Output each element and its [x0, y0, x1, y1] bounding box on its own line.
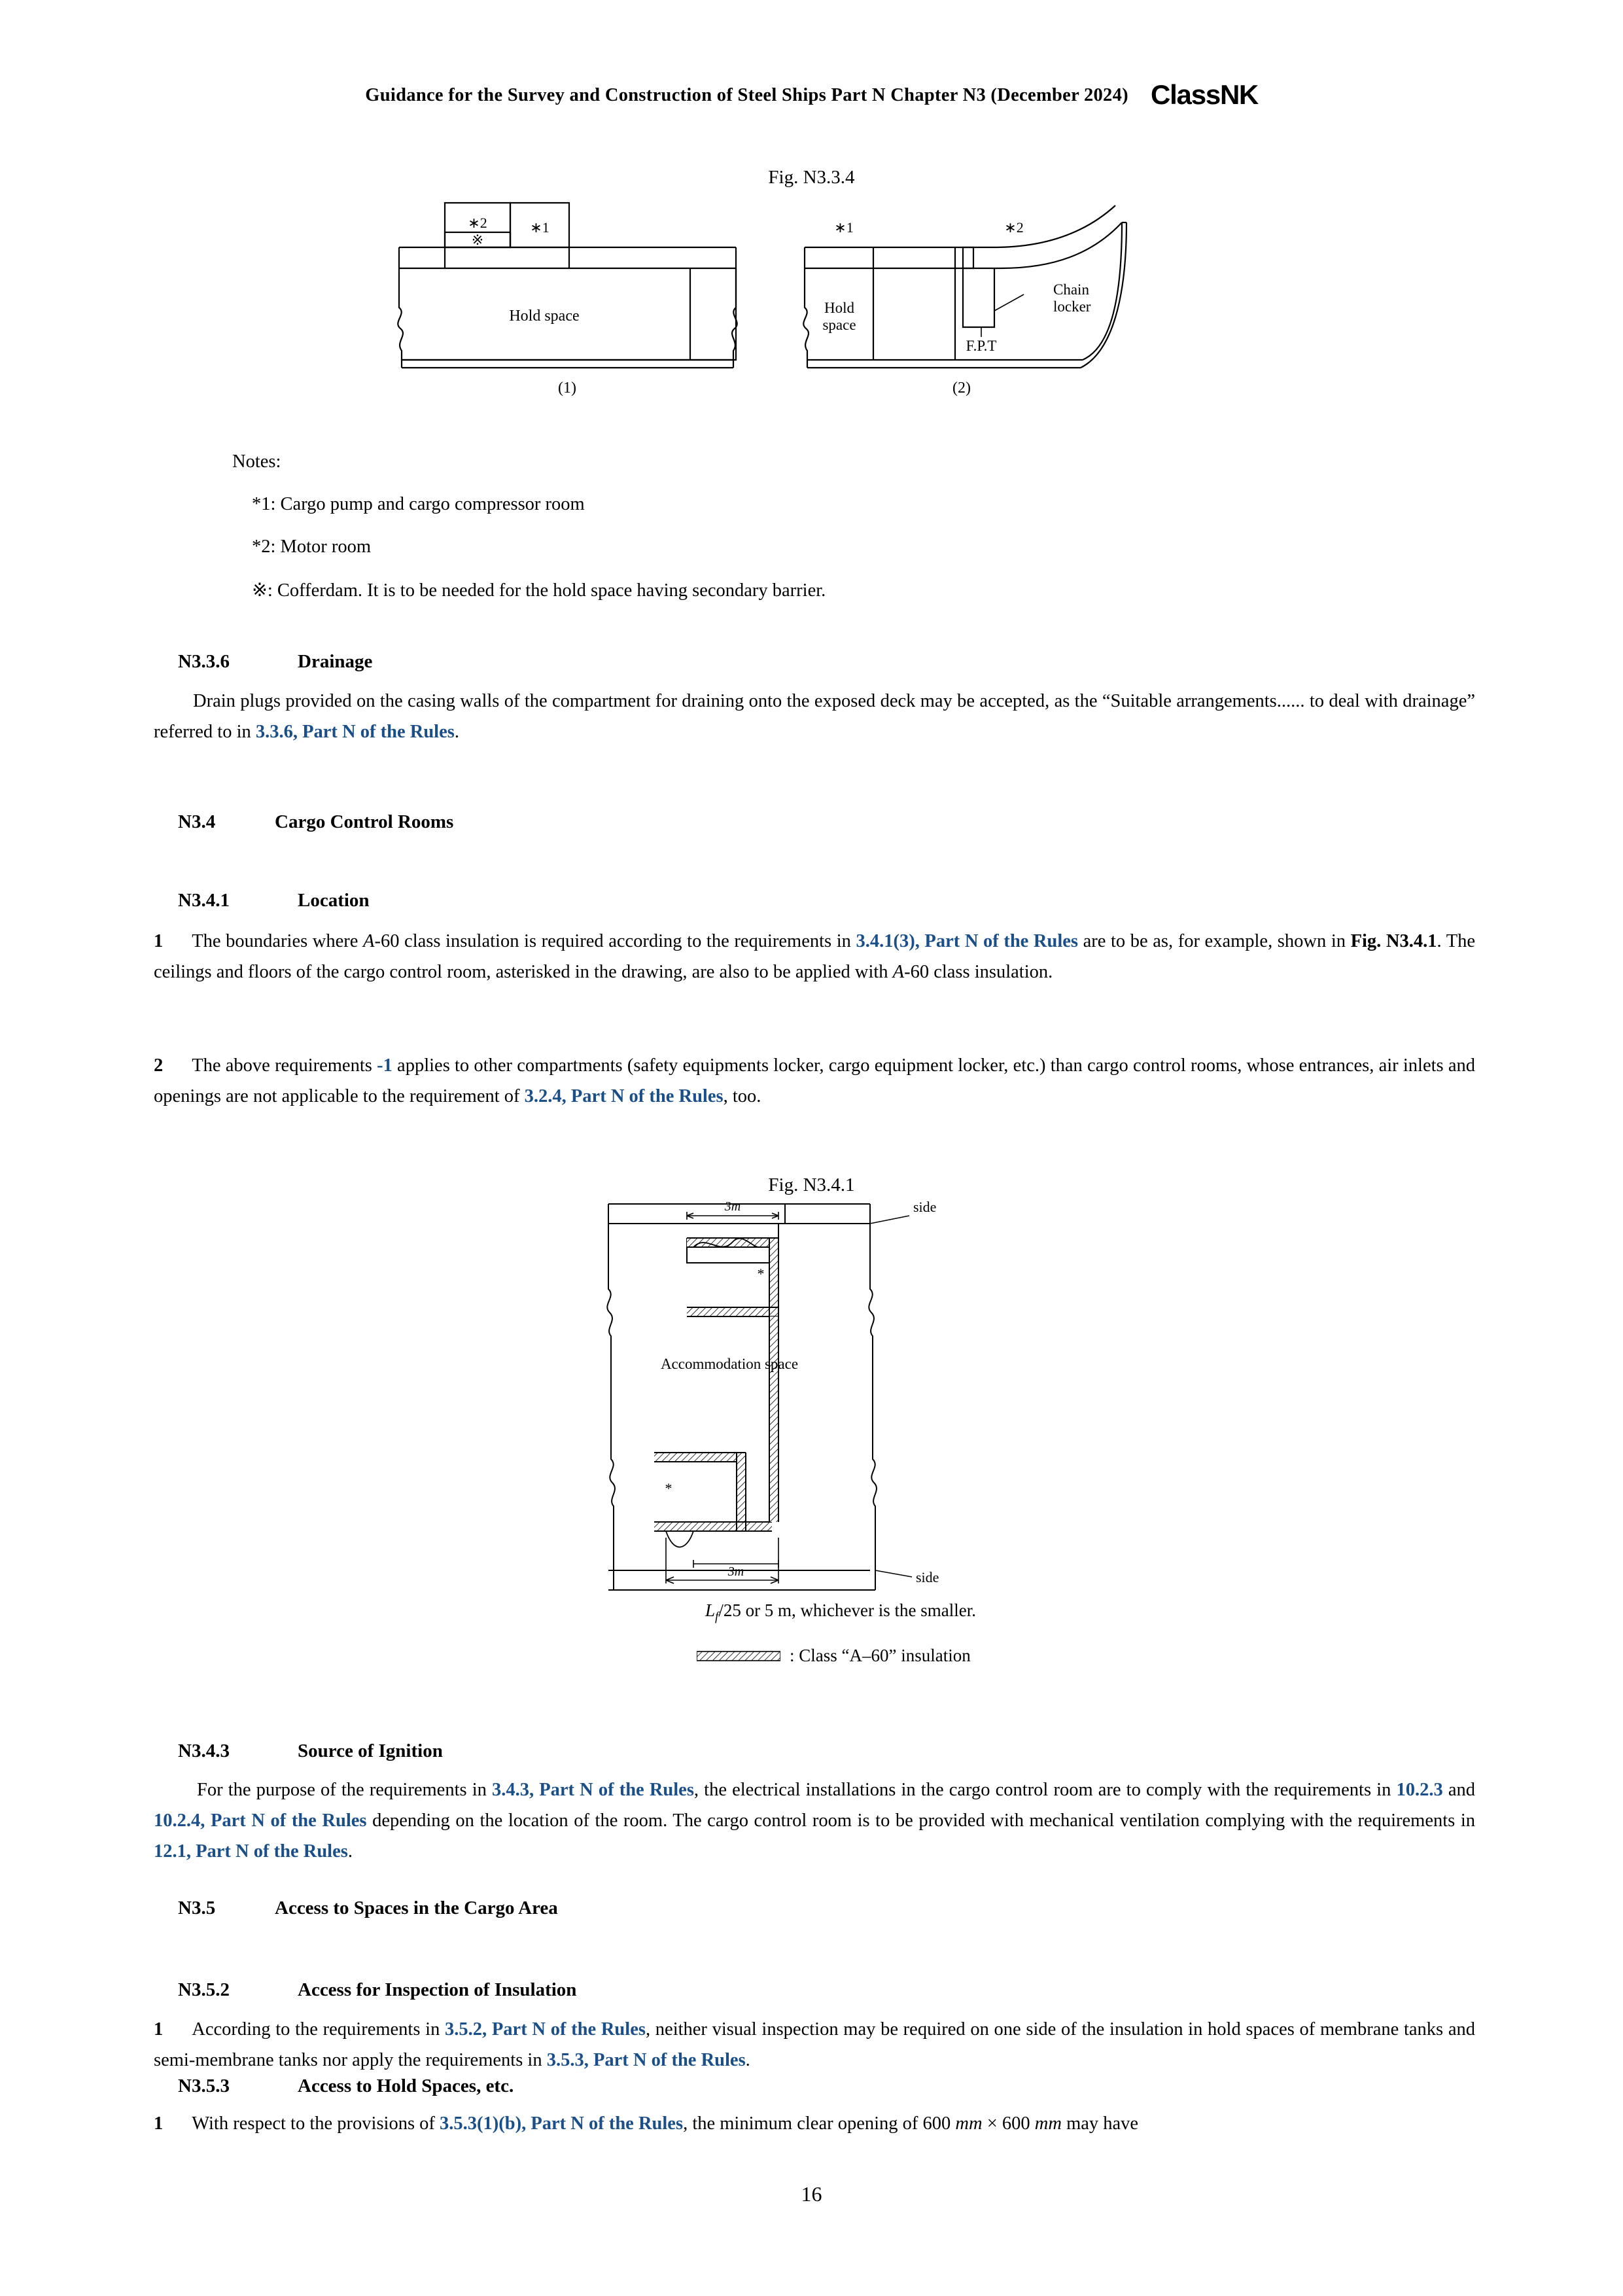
p-n341-2-index: 2: [154, 1055, 164, 1076]
fig341-note-lf-subscript: f: [715, 1610, 719, 1624]
section-number-n3-5: N3.5: [178, 1898, 216, 1918]
hatch-swatch-icon: [697, 1650, 780, 1662]
p-n353-i1: mm: [955, 2113, 983, 2134]
fig341-legend-label: : Class “A–60” insulation: [790, 1646, 971, 1665]
section-title-n3-4-3: Source of Ignition: [298, 1740, 443, 1761]
fig341-note-lf: [705, 1602, 976, 1623]
notes-heading: Notes:: [232, 451, 281, 472]
p-n352-index: 1: [154, 2019, 164, 2040]
figure-n3-4-1-caption: Fig. N3.4.1: [768, 1174, 855, 1195]
fig341-asterisk-top: *: [757, 1265, 765, 1282]
section-title-n3-4-1: Location: [298, 890, 370, 911]
section-title-n3-4: Cargo Control Rooms: [275, 811, 454, 832]
rule-ref-3-2-4[interactable]: 3.2.4, Part N of the Rules: [524, 1086, 724, 1106]
p-n353-i2: mm: [1034, 2113, 1062, 2134]
fig334b-label-chain-1: Chain: [1053, 281, 1089, 298]
fig334-label-number-2: (2): [952, 380, 971, 397]
p-n341-1-i1: A: [363, 931, 375, 951]
p-n353-t4: may have: [1061, 2113, 1139, 2134]
p-n353-t1: With respect to the provisions of: [192, 2113, 440, 2134]
paragraph-n3-4-1-1: [154, 926, 1475, 987]
p-n353-t2: , the minimum clear opening of 600: [683, 2113, 956, 2134]
fig334-label-star1: ∗1: [530, 219, 550, 236]
logo-class-text: Class: [1150, 79, 1221, 110]
p-n341-1-t3: are to be as, for example, shown in: [1078, 931, 1351, 951]
p-n341-1-t5: -60 class insulation.: [904, 962, 1053, 982]
header-title: Guidance for the Survey and Construction of Steel Ships Part N Chapter N3 (December 2024): [365, 85, 1128, 105]
rule-ref-3-4-3[interactable]: 3.4.3, Part N of the Rules: [491, 1780, 694, 1800]
fig334b-label-chain-2: locker: [1053, 298, 1091, 315]
p-n343-t3: and: [1442, 1780, 1475, 1800]
fig341-asterisk-bottom: *: [665, 1480, 672, 1496]
p-n341-2-t2: applies to other compartments (safety equipments locker, cargo equipment locker, etc.) than cargo control rooms, whose entrances, air inlets and openings are not applicable to the requirement of: [154, 1055, 1475, 1106]
fig334b-label-fpt: F.P.T: [966, 338, 997, 354]
rule-ref-3-4-1-3[interactable]: 3.4.1(3), Part N of the Rules: [856, 931, 1079, 951]
fig341-side-top: side: [913, 1199, 937, 1215]
rule-ref-3-3-6[interactable]: 3.3.6, Part N of the Rules: [255, 722, 455, 742]
fig341-note-lf-symbol: L: [705, 1600, 716, 1620]
p-n343-t1: For the purpose of the requirements in: [197, 1780, 492, 1800]
fig341-legend: [697, 1646, 971, 1666]
fig334-label-number-1: (1): [558, 380, 576, 397]
p-n353-index: 1: [154, 2113, 164, 2134]
figure-n3-3-4-caption: Fig. N3.3.4: [768, 167, 855, 188]
page-number: 16: [801, 2182, 822, 2206]
section-title-n3-5-2: Access for Inspection of Insulation: [298, 1979, 577, 2000]
figure-n3-4-1: [589, 1197, 1047, 1603]
section-title-n3-3-6: Drainage: [298, 651, 373, 672]
p-n343-t4: depending on the location of the room. The cargo control room is to be provided with mechanical ventilation complying with the requirements in: [366, 1810, 1475, 1831]
notes-item-3: ※: Cofferdam. It is to be needed for the hold space having secondary barrier.: [252, 580, 826, 601]
p-n352-t3: .: [745, 2050, 750, 2070]
classnk-logo: [1151, 81, 1258, 109]
p-n343-t5: .: [347, 1841, 353, 1862]
fig341-label-3m-top: 3m: [724, 1199, 741, 1214]
figure-n3-3-4: [393, 196, 1243, 432]
p-n353-t3: × 600: [982, 2113, 1035, 2134]
p-n336-text-1: Drain plugs provided on the casing walls of the compartment for draining onto the exposed deck may be accepted, as the “Suitable arrangements...... to deal with drainage” referred to in: [154, 691, 1475, 742]
fig341-side-bottom: side: [916, 1569, 939, 1585]
paragraph-n3-3-6-1: [154, 686, 1475, 747]
fig334b-label-star2: ∗2: [1004, 219, 1024, 236]
fig334b-label-hold-2: space: [822, 317, 856, 333]
rule-ref-3-5-3-1-b[interactable]: 3.5.3(1)(b), Part N of the Rules: [440, 2113, 684, 2134]
notes-item-2: *2: Motor room: [252, 537, 372, 557]
p-n341-1-t2: -60 class insulation is required according to the requirements in: [374, 931, 856, 951]
notes-item-1: *1: Cargo pump and cargo compressor room: [252, 494, 585, 514]
rule-ref-3-5-2[interactable]: 3.5.2, Part N of the Rules: [445, 2019, 646, 2040]
section-title-n3-5-3: Access to Hold Spaces, etc.: [298, 2075, 514, 2096]
fig334-label-star2: ∗2: [468, 215, 487, 231]
paragraph-n3-5-2-1: [154, 2014, 1475, 2075]
paragraph-n3-4-1-2: [154, 1050, 1475, 1112]
p-n341-1-i2: A: [892, 962, 905, 982]
rule-ref-10-2-4[interactable]: 10.2.4, Part N of the Rules: [154, 1810, 367, 1831]
rule-ref-12-1[interactable]: 12.1, Part N of the Rules: [154, 1841, 348, 1862]
section-number-n3-4: N3.4: [178, 811, 216, 832]
p-n343-t2: , the electrical installations in the cargo control room are to comply with the requirements in: [693, 1780, 1397, 1800]
page-header: [0, 79, 1623, 110]
section-number-n3-3-6: N3.3.6: [178, 651, 230, 672]
rule-ref-3-5-3[interactable]: 3.5.3, Part N of the Rules: [546, 2050, 746, 2070]
fig334b-label-hold-1: Hold: [824, 300, 854, 316]
section-number-n3-4-3: N3.4.3: [178, 1740, 230, 1761]
rule-ref-minus-1[interactable]: -1: [377, 1055, 393, 1076]
p-n341-1-index: 1: [154, 931, 164, 951]
p-n352-t1: According to the requirements in: [192, 2019, 445, 2040]
section-number-n3-5-3: N3.5.3: [178, 2075, 230, 2096]
p-n341-2-t1: The above requirements: [192, 1055, 377, 1076]
paragraph-n3-5-3-1: [154, 2108, 1475, 2139]
rule-ref-10-2-3[interactable]: 10.2.3: [1396, 1780, 1443, 1800]
p-n336-text-2: .: [454, 722, 459, 742]
fig341-accommodation-label: Accommodation space: [660, 1356, 799, 1372]
p-n341-1-t1: The boundaries where: [192, 931, 364, 951]
fig334-label-cofferdam-mark: ※: [471, 232, 484, 248]
p-n341-1-t4: . The ceilings and floors of the cargo control room, asterisked in the drawing, are also to be applied with: [154, 931, 1475, 982]
logo-nk-text: NK: [1220, 79, 1258, 110]
section-title-n3-5: Access to Spaces in the Cargo Area: [275, 1898, 558, 1918]
paragraph-n3-4-3-1: [154, 1775, 1475, 1867]
fig341-label-3m-bottom: 3m: [727, 1564, 744, 1579]
fig341-note-lf-rest: /25 or 5 m, whichever is the smaller.: [718, 1600, 976, 1620]
p-n341-1-figref: Fig. N3.4.1: [1350, 931, 1437, 951]
fig334-label-hold-space: Hold space: [509, 308, 580, 325]
fig334b-label-star1: ∗1: [834, 219, 854, 236]
section-number-n3-4-1: N3.4.1: [178, 890, 230, 911]
p-n341-2-t3: , too.: [723, 1086, 761, 1106]
section-number-n3-5-2: N3.5.2: [178, 1979, 230, 2000]
p-n352-t2: , neither visual inspection may be required on one side of the insulation in hold spaces of membrane tanks and semi-membrane tanks nor apply the requirements in: [154, 2019, 1475, 2070]
